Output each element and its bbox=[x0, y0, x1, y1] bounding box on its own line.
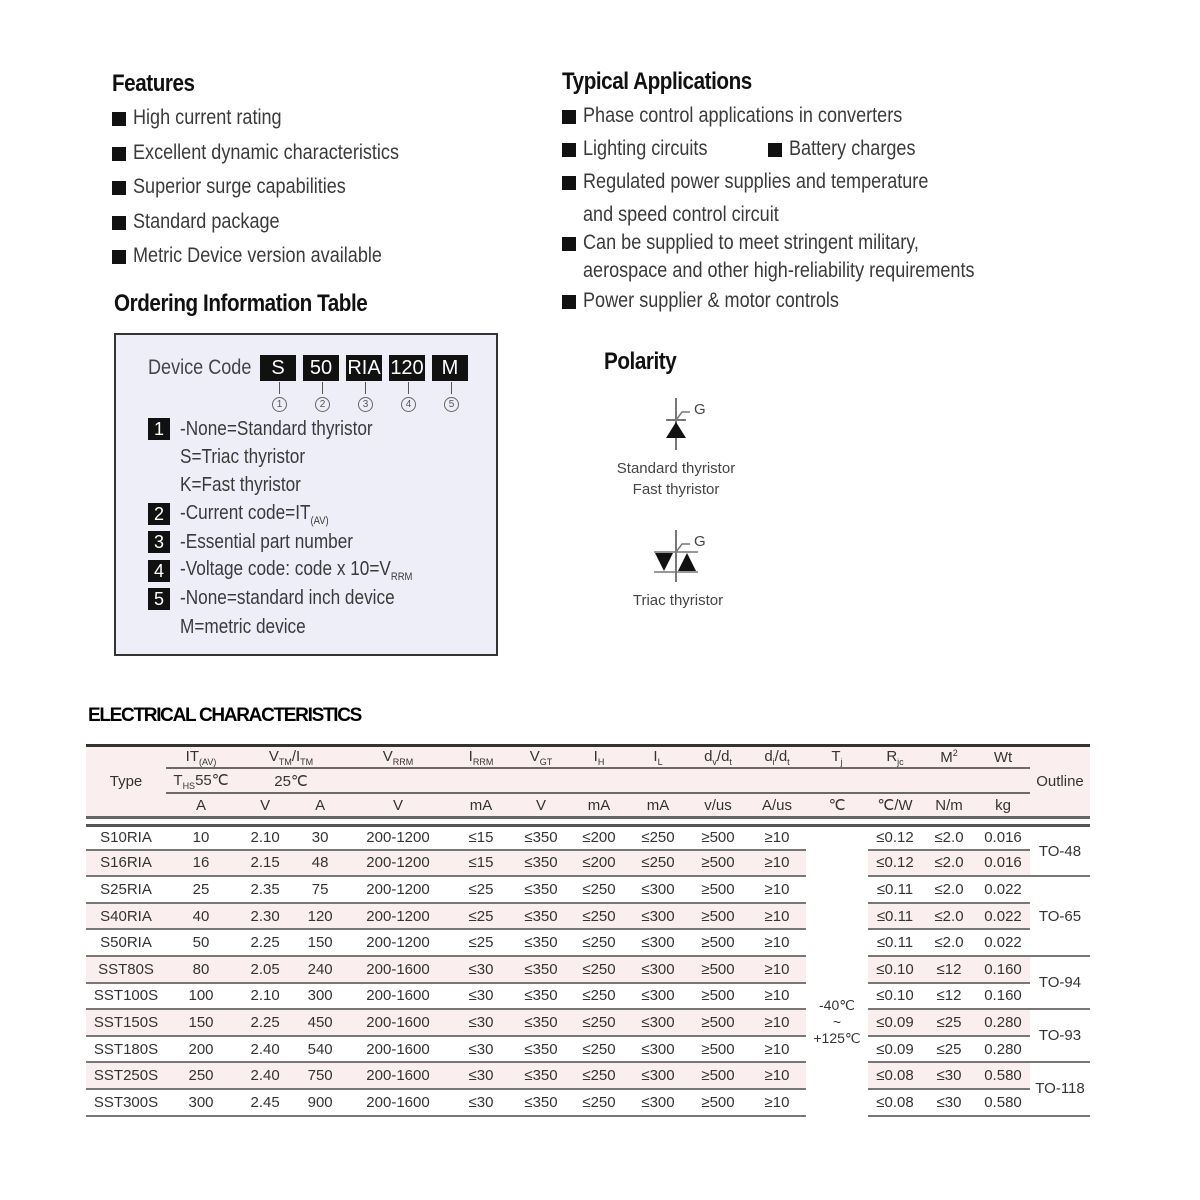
connector-line bbox=[279, 382, 280, 394]
bullet-square-icon bbox=[112, 250, 126, 264]
cell-rjc: ≤0.09 bbox=[868, 1010, 922, 1037]
feature-item: Standard package bbox=[112, 208, 532, 243]
unit-cell: A bbox=[294, 794, 346, 819]
cell-vtm: 2.45 bbox=[236, 1090, 294, 1117]
cell-it: 150 bbox=[166, 1010, 236, 1037]
bullet-square-icon bbox=[562, 176, 576, 190]
cell-itm: 75 bbox=[294, 877, 346, 904]
it-condition: $T_{HS}55℃$ bbox=[166, 769, 236, 794]
empty-cell bbox=[748, 769, 806, 794]
cell-vrrm: 200-1200 bbox=[346, 930, 450, 957]
cell-dvdt: ≥500 bbox=[688, 824, 748, 851]
cell-irrm: ≤15 bbox=[450, 851, 512, 878]
cell-itm: 150 bbox=[294, 930, 346, 957]
cell-irrm: ≤30 bbox=[450, 984, 512, 1011]
code-part-4: 120 bbox=[390, 357, 424, 379]
col-wt-header: Wt bbox=[976, 744, 1030, 769]
cell-wt: 0.022 bbox=[976, 904, 1030, 931]
empty-cell bbox=[868, 769, 922, 794]
vtm-condition: 25℃ bbox=[236, 769, 346, 794]
cell-ih: ≤250 bbox=[570, 904, 628, 931]
cell-outline: TO-118 bbox=[1030, 1063, 1090, 1116]
cell-rjc: ≤0.11 bbox=[868, 904, 922, 931]
cell-vrrm: 200-1200 bbox=[346, 824, 450, 851]
legend-row: 1 -None=Standard thyristor bbox=[148, 415, 450, 443]
table-row bbox=[86, 824, 1090, 851]
cell-didt: ≥10 bbox=[748, 877, 806, 904]
code-part-1: S bbox=[260, 355, 296, 381]
cell-type: S50RIA bbox=[86, 930, 166, 957]
bullet-square-icon bbox=[112, 112, 126, 126]
unit-cell: mA bbox=[628, 794, 688, 819]
cell-m2: ≤2.0 bbox=[922, 877, 976, 904]
cell-wt: 0.022 bbox=[976, 930, 1030, 957]
table-row bbox=[86, 877, 1090, 904]
cell-vtm: 2.40 bbox=[236, 1063, 294, 1090]
cell-type: SST100S bbox=[86, 984, 166, 1011]
cell-ih: ≤250 bbox=[570, 930, 628, 957]
cell-type: S10RIA bbox=[86, 824, 166, 851]
cell-type: SST80S bbox=[86, 957, 166, 984]
circled-number-3: 3 bbox=[358, 397, 373, 412]
cell-vtm: 2.05 bbox=[236, 957, 294, 984]
cell-outline: TO-94 bbox=[1030, 957, 1090, 1010]
application-item: Power supplier & motor controls bbox=[562, 287, 1042, 320]
cell-ih: ≤250 bbox=[570, 1037, 628, 1064]
cell-vrrm: 200-1600 bbox=[346, 1063, 450, 1090]
cell-irrm: ≤25 bbox=[450, 877, 512, 904]
cell-didt: ≥10 bbox=[748, 1063, 806, 1090]
device-code-label: Device Code bbox=[148, 356, 252, 379]
electrical-characteristics-title: ELECTRICAL CHARACTERISTICS bbox=[88, 705, 362, 726]
application-item: Can be supplied to meet stringent military, bbox=[562, 229, 1042, 262]
unit-cell: ℃ bbox=[806, 794, 868, 819]
cell-didt: ≥10 bbox=[748, 957, 806, 984]
cell-m2: ≤2.0 bbox=[922, 930, 976, 957]
cell-vrrm: 200-1600 bbox=[346, 1090, 450, 1117]
application-item-continuation: and speed control circuit bbox=[583, 203, 779, 226]
unit-cell: mA bbox=[570, 794, 628, 819]
cell-itm: 48 bbox=[294, 851, 346, 878]
unit-cell: kg bbox=[976, 794, 1030, 819]
cell-vgt: ≤350 bbox=[512, 824, 570, 851]
cell-dvdt: ≥500 bbox=[688, 1063, 748, 1090]
cell-it: 300 bbox=[166, 1090, 236, 1117]
cell-irrm: ≤15 bbox=[450, 824, 512, 851]
cell-didt: ≥10 bbox=[748, 930, 806, 957]
cell-il: ≤300 bbox=[628, 904, 688, 931]
cell-vtm: 2.25 bbox=[236, 1010, 294, 1037]
table-row bbox=[86, 1010, 1090, 1037]
features-title: Features bbox=[112, 70, 195, 97]
legend-number-badge: 1 bbox=[148, 418, 170, 440]
cell-dvdt: ≥500 bbox=[688, 1037, 748, 1064]
cell-vrrm: 200-1600 bbox=[346, 957, 450, 984]
bullet-square-icon bbox=[562, 143, 576, 157]
unit-cell: N/m bbox=[922, 794, 976, 819]
circled-number-5: 5 bbox=[444, 397, 459, 412]
electrical-characteristics-table bbox=[86, 744, 1090, 1117]
col-m2-header: $M^2$ bbox=[922, 744, 976, 769]
polarity-title: Polarity bbox=[604, 348, 677, 375]
cell-type: SST250S bbox=[86, 1063, 166, 1090]
application-item-continuation: aerospace and other high-reliability requirements bbox=[583, 259, 975, 282]
col-type-header: Type bbox=[86, 744, 166, 819]
unit-cell: v/us bbox=[688, 794, 748, 819]
code-part-2: 50 bbox=[303, 355, 339, 381]
legend-row: 3 -Essential part number bbox=[148, 528, 450, 556]
cell-rjc: ≤0.11 bbox=[868, 877, 922, 904]
cell-didt: ≥10 bbox=[748, 904, 806, 931]
gate-label: G bbox=[694, 533, 706, 550]
empty-cell bbox=[346, 769, 450, 794]
cell-vtm: 2.25 bbox=[236, 930, 294, 957]
cell-m2: ≤25 bbox=[922, 1010, 976, 1037]
cell-rjc: ≤0.10 bbox=[868, 957, 922, 984]
legend-number-badge: 5 bbox=[148, 588, 170, 610]
col-vtm-itm-header: $V_{TM}/I_{TM}$ bbox=[236, 744, 346, 769]
col-il-header: $I_L$ bbox=[628, 744, 688, 769]
cell-type: S25RIA bbox=[86, 877, 166, 904]
empty-cell bbox=[922, 769, 976, 794]
cell-vtm: 2.40 bbox=[236, 1037, 294, 1064]
empty-cell bbox=[806, 769, 868, 794]
col-ih-header: $I_H$ bbox=[570, 744, 628, 769]
features-list bbox=[112, 104, 532, 277]
table-row bbox=[86, 984, 1090, 1011]
ordering-title: Ordering Information Table bbox=[114, 290, 368, 317]
table-row bbox=[86, 851, 1090, 878]
cell-irrm: ≤30 bbox=[450, 1063, 512, 1090]
cell-rjc: ≤0.10 bbox=[868, 984, 922, 1011]
cell-itm: 300 bbox=[294, 984, 346, 1011]
table-row bbox=[86, 904, 1090, 931]
legend-spacer bbox=[148, 616, 170, 638]
cell-itm: 120 bbox=[294, 904, 346, 931]
cell-didt: ≥10 bbox=[748, 824, 806, 851]
cell-dvdt: ≥500 bbox=[688, 851, 748, 878]
col-vgt-header: $V_{GT}$ bbox=[512, 744, 570, 769]
triac-symbol-icon bbox=[650, 528, 720, 584]
bullet-square-icon bbox=[768, 143, 782, 157]
cell-irrm: ≤30 bbox=[450, 957, 512, 984]
cell-wt: 0.280 bbox=[976, 1037, 1030, 1064]
cell-rjc: ≤0.12 bbox=[868, 824, 922, 851]
table-row bbox=[86, 1063, 1090, 1090]
cell-ih: ≤250 bbox=[570, 1090, 628, 1117]
cell-didt: ≥10 bbox=[748, 1010, 806, 1037]
gate-label: G bbox=[694, 401, 706, 418]
header-row-params bbox=[86, 744, 1090, 769]
cell-vgt: ≤350 bbox=[512, 984, 570, 1011]
table-row bbox=[86, 1090, 1090, 1117]
cell-rjc: ≤0.11 bbox=[868, 930, 922, 957]
cell-vgt: ≤350 bbox=[512, 1090, 570, 1117]
cell-il: ≤300 bbox=[628, 930, 688, 957]
cell-it: 10 bbox=[166, 824, 236, 851]
cell-vtm: 2.30 bbox=[236, 904, 294, 931]
cell-dvdt: ≥500 bbox=[688, 877, 748, 904]
cell-irrm: ≤25 bbox=[450, 904, 512, 931]
cell-dvdt: ≥500 bbox=[688, 984, 748, 1011]
cell-wt: 0.160 bbox=[976, 984, 1030, 1011]
cell-m2: ≤25 bbox=[922, 1037, 976, 1064]
empty-cell bbox=[628, 769, 688, 794]
unit-cell: V bbox=[346, 794, 450, 819]
bullet-square-icon bbox=[112, 181, 126, 195]
col-vrrm-header: $V_{RRM}$ bbox=[346, 744, 450, 769]
legend-spacer bbox=[148, 475, 170, 497]
cell-il: ≤300 bbox=[628, 957, 688, 984]
cell-tj-range: -40℃ ~ +125℃ bbox=[806, 824, 868, 1117]
cell-it: 40 bbox=[166, 904, 236, 931]
empty-cell bbox=[688, 769, 748, 794]
cell-wt: 0.160 bbox=[976, 957, 1030, 984]
cell-vrrm: 200-1200 bbox=[346, 851, 450, 878]
cell-rjc: ≤0.09 bbox=[868, 1037, 922, 1064]
cell-irrm: ≤30 bbox=[450, 1037, 512, 1064]
connector-line bbox=[408, 382, 409, 394]
applications-list bbox=[562, 102, 1042, 201]
cell-wt: 0.016 bbox=[976, 851, 1030, 878]
col-irrm-header: $I_{RRM}$ bbox=[450, 744, 512, 769]
table-row bbox=[86, 957, 1090, 984]
cell-wt: 0.022 bbox=[976, 877, 1030, 904]
application-item: Phase control applications in converters bbox=[562, 102, 1042, 135]
applications-section bbox=[562, 68, 1042, 320]
cell-m2: ≤2.0 bbox=[922, 851, 976, 878]
cell-dvdt: ≥500 bbox=[688, 930, 748, 957]
cell-irrm: ≤30 bbox=[450, 1090, 512, 1117]
cell-didt: ≥10 bbox=[748, 851, 806, 878]
cell-il: ≤250 bbox=[628, 851, 688, 878]
cell-vgt: ≤350 bbox=[512, 1010, 570, 1037]
cell-ih: ≤250 bbox=[570, 1010, 628, 1037]
cell-vrrm: 200-1600 bbox=[346, 984, 450, 1011]
cell-il: ≤300 bbox=[628, 877, 688, 904]
application-item: Lighting circuits Battery charges bbox=[562, 135, 1042, 168]
legend-row: K=Fast thyristor bbox=[148, 472, 450, 500]
application-item: Regulated power supplies and temperature bbox=[562, 168, 1042, 201]
cell-rjc: ≤0.12 bbox=[868, 851, 922, 878]
feature-item: Metric Device version available bbox=[112, 242, 532, 277]
header-row-conditions bbox=[86, 769, 1090, 794]
legend-number-badge: 3 bbox=[148, 531, 170, 553]
code-part-3: RIA bbox=[347, 357, 381, 379]
cell-itm: 450 bbox=[294, 1010, 346, 1037]
device-code-row bbox=[148, 355, 475, 381]
code-legend bbox=[148, 415, 450, 641]
cell-vtm: 2.15 bbox=[236, 851, 294, 878]
cell-il: ≤300 bbox=[628, 1063, 688, 1090]
cell-il: ≤300 bbox=[628, 984, 688, 1011]
cell-rjc: ≤0.08 bbox=[868, 1090, 922, 1117]
legend-row: 5 -None=standard inch device bbox=[148, 585, 450, 613]
cell-m2: ≤12 bbox=[922, 984, 976, 1011]
table-row bbox=[86, 930, 1090, 957]
cell-outline: TO-65 bbox=[1030, 877, 1090, 957]
cell-vtm: 2.10 bbox=[236, 824, 294, 851]
feature-item: Excellent dynamic characteristics bbox=[112, 139, 532, 174]
col-it-av-header: $IT_{(AV)}$ bbox=[166, 744, 236, 769]
cell-wt: 0.580 bbox=[976, 1063, 1030, 1090]
cell-itm: 30 bbox=[294, 824, 346, 851]
col-tj-header: $T_j$ bbox=[806, 744, 868, 769]
cell-type: SST180S bbox=[86, 1037, 166, 1064]
cell-ih: ≤250 bbox=[570, 877, 628, 904]
cell-it: 16 bbox=[166, 851, 236, 878]
col-rjc-header: $R_{jc}$ bbox=[868, 744, 922, 769]
cell-type: S16RIA bbox=[86, 851, 166, 878]
connector-line bbox=[322, 382, 323, 394]
legend-row: 4 -Voltage code: code x $10=V_{RRM}$ bbox=[148, 556, 450, 584]
feature-item: Superior surge capabilities bbox=[112, 173, 532, 208]
legend-number-badge: 2 bbox=[148, 503, 170, 525]
cell-dvdt: ≥500 bbox=[688, 1010, 748, 1037]
legend-row: S=Triac thyristor bbox=[148, 443, 450, 471]
cell-ih: ≤200 bbox=[570, 824, 628, 851]
col-outline-header: Outline bbox=[1030, 744, 1090, 819]
circled-number-4: 4 bbox=[401, 397, 416, 412]
unit-cell: mA bbox=[450, 794, 512, 819]
cell-vgt: ≤350 bbox=[512, 1037, 570, 1064]
cell-outline: TO-48 bbox=[1030, 824, 1090, 877]
connector-line bbox=[365, 382, 366, 394]
unit-cell: A/us bbox=[748, 794, 806, 819]
cell-dvdt: ≥500 bbox=[688, 904, 748, 931]
empty-cell bbox=[512, 769, 570, 794]
applications-title: Typical Applications bbox=[562, 68, 752, 95]
cell-wt: 0.016 bbox=[976, 824, 1030, 851]
empty-cell bbox=[570, 769, 628, 794]
cell-il: ≤300 bbox=[628, 1037, 688, 1064]
cell-type: S40RIA bbox=[86, 904, 166, 931]
cell-itm: 750 bbox=[294, 1063, 346, 1090]
col-dvdt-header: $d_v/d_t$ bbox=[688, 744, 748, 769]
legend-row: 2 -Current $code=IT_{(AV)}$ bbox=[148, 500, 450, 528]
cell-vgt: ≤350 bbox=[512, 851, 570, 878]
bullet-square-icon bbox=[112, 147, 126, 161]
cell-m2: ≤30 bbox=[922, 1063, 976, 1090]
cell-ih: ≤250 bbox=[570, 1063, 628, 1090]
cell-didt: ≥10 bbox=[748, 984, 806, 1011]
cell-rjc: ≤0.08 bbox=[868, 1063, 922, 1090]
cell-type: SST150S bbox=[86, 1010, 166, 1037]
features-section bbox=[112, 70, 532, 277]
cell-outline: TO-93 bbox=[1030, 1010, 1090, 1063]
col-didt-header: $d_i/d_t$ bbox=[748, 744, 806, 769]
cell-vgt: ≤350 bbox=[512, 957, 570, 984]
bullet-square-icon bbox=[562, 295, 576, 309]
cell-itm: 540 bbox=[294, 1037, 346, 1064]
cell-it: 80 bbox=[166, 957, 236, 984]
unit-cell: A bbox=[166, 794, 236, 819]
cell-dvdt: ≥500 bbox=[688, 1090, 748, 1117]
cell-irrm: ≤25 bbox=[450, 930, 512, 957]
cell-vrrm: 200-1200 bbox=[346, 877, 450, 904]
cell-itm: 900 bbox=[294, 1090, 346, 1117]
cell-vrrm: 200-1200 bbox=[346, 904, 450, 931]
legend-number-badge: 4 bbox=[148, 560, 170, 582]
unit-cell: V bbox=[512, 794, 570, 819]
circled-number-1: 1 bbox=[272, 397, 287, 412]
cell-il: ≤300 bbox=[628, 1010, 688, 1037]
cell-m2: ≤2.0 bbox=[922, 904, 976, 931]
empty-cell bbox=[450, 769, 512, 794]
unit-cell: ℃/W bbox=[868, 794, 922, 819]
cell-didt: ≥10 bbox=[748, 1037, 806, 1064]
cell-ih: ≤200 bbox=[570, 851, 628, 878]
cell-m2: ≤12 bbox=[922, 957, 976, 984]
cell-vgt: ≤350 bbox=[512, 904, 570, 931]
cell-wt: 0.580 bbox=[976, 1090, 1030, 1117]
cell-itm: 240 bbox=[294, 957, 346, 984]
ordering-info-box bbox=[114, 333, 498, 656]
legend-row: M=metric device bbox=[148, 613, 450, 641]
thyristor-symbol-icon bbox=[650, 396, 720, 452]
header-row-units bbox=[86, 794, 1090, 819]
cell-vrrm: 200-1600 bbox=[346, 1037, 450, 1064]
bullet-square-icon bbox=[562, 110, 576, 124]
table-row bbox=[86, 1037, 1090, 1064]
cell-vtm: 2.10 bbox=[236, 984, 294, 1011]
cell-ih: ≤250 bbox=[570, 984, 628, 1011]
cell-it: 200 bbox=[166, 1037, 236, 1064]
table-body bbox=[86, 819, 1090, 1117]
cell-vtm: 2.35 bbox=[236, 877, 294, 904]
bullet-square-icon bbox=[562, 237, 576, 251]
cell-il: ≤300 bbox=[628, 1090, 688, 1117]
cell-m2: ≤2.0 bbox=[922, 824, 976, 851]
standard-thyristor-label: Standard thyristor Fast thyristor bbox=[616, 460, 736, 498]
cell-type: SST300S bbox=[86, 1090, 166, 1117]
cell-it: 100 bbox=[166, 984, 236, 1011]
cell-it: 25 bbox=[166, 877, 236, 904]
cell-it: 50 bbox=[166, 930, 236, 957]
bullet-square-icon bbox=[112, 216, 126, 230]
applications-list-cont bbox=[562, 287, 1042, 320]
cell-wt: 0.280 bbox=[976, 1010, 1030, 1037]
cell-vgt: ≤350 bbox=[512, 1063, 570, 1090]
cell-irrm: ≤30 bbox=[450, 1010, 512, 1037]
code-part-5: M bbox=[432, 355, 468, 381]
circled-number-2: 2 bbox=[315, 397, 330, 412]
empty-cell bbox=[976, 769, 1030, 794]
cell-m2: ≤30 bbox=[922, 1090, 976, 1117]
connector-line bbox=[451, 382, 452, 394]
cell-il: ≤250 bbox=[628, 824, 688, 851]
unit-cell: V bbox=[236, 794, 294, 819]
feature-item: High current rating bbox=[112, 104, 532, 139]
cell-it: 250 bbox=[166, 1063, 236, 1090]
cell-dvdt: ≥500 bbox=[688, 957, 748, 984]
legend-spacer bbox=[148, 446, 170, 468]
triac-thyristor-label: Triac thyristor bbox=[632, 592, 724, 609]
cell-ih: ≤250 bbox=[570, 957, 628, 984]
cell-vrrm: 200-1600 bbox=[346, 1010, 450, 1037]
cell-didt: ≥10 bbox=[748, 1090, 806, 1117]
cell-vgt: ≤350 bbox=[512, 877, 570, 904]
cell-vgt: ≤350 bbox=[512, 930, 570, 957]
